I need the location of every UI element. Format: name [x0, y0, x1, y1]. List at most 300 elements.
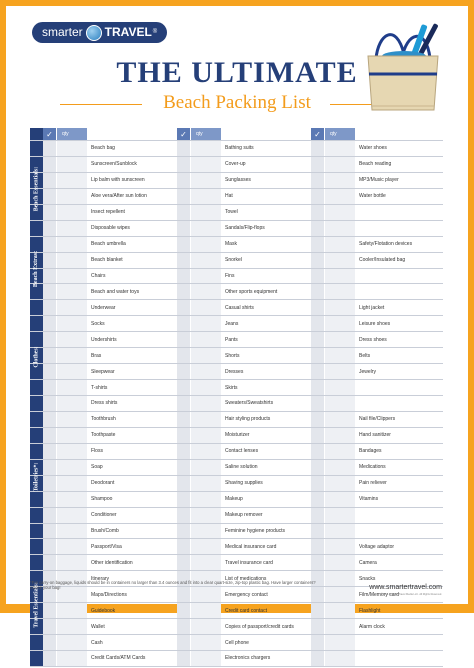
check-column-header: ✓ — [311, 128, 325, 141]
item-label — [355, 635, 443, 651]
checklist-row — [30, 443, 443, 459]
qty-cell[interactable] — [57, 427, 88, 443]
qty-cell[interactable] — [325, 380, 356, 396]
qty-cell[interactable] — [57, 459, 88, 475]
qty-column-header: qty — [325, 128, 356, 141]
qty-cell[interactable] — [57, 651, 88, 667]
qty-cell[interactable] — [191, 348, 222, 364]
item-label: Electronics chargers — [221, 651, 309, 667]
checkbox-cell[interactable] — [177, 523, 191, 539]
qty-cell[interactable] — [191, 252, 222, 268]
checkbox-cell[interactable] — [43, 172, 57, 188]
checkbox-cell[interactable] — [177, 427, 191, 443]
checkbox-cell[interactable] — [311, 523, 325, 539]
checkbox-cell[interactable] — [43, 619, 57, 635]
checklist-row — [30, 348, 443, 364]
checkbox-cell[interactable] — [43, 268, 57, 284]
checklist-row — [30, 268, 443, 284]
checkbox-cell[interactable] — [311, 332, 325, 348]
checkbox-cell[interactable] — [43, 380, 57, 396]
checkbox-cell[interactable] — [177, 156, 191, 172]
item-label: Undershirts — [87, 332, 175, 348]
qty-cell[interactable] — [325, 491, 356, 507]
logo-text-travel: TRAVEL — [104, 25, 152, 39]
item-label — [355, 204, 443, 220]
checkbox-cell[interactable] — [43, 332, 57, 348]
qty-cell[interactable] — [325, 539, 356, 555]
checkbox-cell[interactable] — [177, 364, 191, 380]
checkbox-cell[interactable] — [311, 220, 325, 236]
qty-cell[interactable] — [57, 635, 88, 651]
qty-cell[interactable] — [57, 236, 88, 252]
qty-cell[interactable] — [191, 411, 222, 427]
checkbox-cell[interactable] — [177, 396, 191, 412]
qty-cell[interactable] — [57, 332, 88, 348]
checkbox-cell[interactable] — [43, 236, 57, 252]
item-label: Leisure shoes — [355, 316, 443, 332]
section-label — [31, 301, 42, 412]
checkbox-cell[interactable] — [43, 316, 57, 332]
qty-cell[interactable] — [191, 603, 222, 619]
qty-cell[interactable] — [57, 284, 88, 300]
qty-cell[interactable] — [325, 396, 356, 412]
qty-cell[interactable] — [191, 635, 222, 651]
checkbox-cell[interactable] — [311, 141, 325, 157]
qty-cell[interactable] — [57, 348, 88, 364]
checklist-row — [30, 507, 443, 523]
checkbox-cell[interactable] — [177, 507, 191, 523]
qty-cell[interactable] — [325, 603, 356, 619]
checkbox-cell[interactable] — [311, 204, 325, 220]
item-label: Toothbrush — [87, 411, 175, 427]
qty-cell[interactable] — [57, 523, 88, 539]
qty-cell[interactable] — [57, 603, 88, 619]
checkbox-cell[interactable] — [311, 411, 325, 427]
item-label — [355, 396, 443, 412]
checkbox-cell[interactable] — [311, 459, 325, 475]
checkbox-cell[interactable] — [177, 443, 191, 459]
item-label: Makeup — [221, 491, 309, 507]
checkbox-cell[interactable] — [43, 411, 57, 427]
item-label: Jewelry — [355, 364, 443, 380]
checkbox-cell[interactable] — [311, 507, 325, 523]
qty-cell[interactable] — [325, 252, 356, 268]
checkbox-cell[interactable] — [43, 603, 57, 619]
website-url[interactable]: www.smartertravel.com — [369, 584, 442, 591]
checkbox-cell[interactable] — [177, 635, 191, 651]
check-column-header: ✓ — [177, 128, 191, 141]
checkbox-cell[interactable] — [311, 539, 325, 555]
qty-cell[interactable] — [57, 220, 88, 236]
item-label — [355, 523, 443, 539]
qty-cell[interactable] — [191, 380, 222, 396]
item-label: Soap — [87, 459, 175, 475]
checkbox-cell[interactable] — [177, 651, 191, 667]
checkbox-cell[interactable] — [43, 364, 57, 380]
item-label: Chairs — [87, 268, 175, 284]
item-label: Belts — [355, 348, 443, 364]
checkbox-cell[interactable] — [177, 539, 191, 555]
qty-cell[interactable] — [57, 300, 88, 316]
qty-cell[interactable] — [325, 332, 356, 348]
item-label: Medications — [355, 459, 443, 475]
checklist-row — [30, 491, 443, 507]
checklist-row — [30, 156, 443, 172]
checkbox-cell[interactable] — [177, 555, 191, 571]
checkbox-cell[interactable] — [311, 635, 325, 651]
qty-cell[interactable] — [325, 236, 356, 252]
checkbox-cell[interactable] — [311, 364, 325, 380]
qty-cell[interactable] — [191, 364, 222, 380]
item-label: Brush/Comb — [87, 523, 175, 539]
checkbox-cell[interactable] — [43, 396, 57, 412]
checkbox-cell[interactable] — [177, 380, 191, 396]
checkbox-cell[interactable] — [177, 475, 191, 491]
checklist-row — [30, 141, 443, 157]
checklist-row — [30, 619, 443, 635]
qty-cell[interactable] — [57, 475, 88, 491]
checkbox-cell[interactable] — [43, 220, 57, 236]
qty-cell[interactable] — [325, 555, 356, 571]
checkbox-cell[interactable] — [311, 651, 325, 667]
item-label — [355, 651, 443, 667]
qty-cell[interactable] — [325, 300, 356, 316]
qty-cell[interactable] — [191, 172, 222, 188]
qty-cell[interactable] — [57, 156, 88, 172]
item-label: Lip balm with sunscreen — [87, 172, 175, 188]
item-label: Sleepwear — [87, 364, 175, 380]
item-label: Cell phone — [221, 635, 309, 651]
qty-cell[interactable] — [191, 507, 222, 523]
beach-bag-image — [364, 14, 442, 114]
checkbox-cell[interactable] — [311, 188, 325, 204]
qty-cell[interactable] — [191, 651, 222, 667]
checkbox-cell[interactable] — [311, 555, 325, 571]
checklist-row — [30, 364, 443, 380]
checkbox-cell[interactable] — [177, 491, 191, 507]
item-label: Beach reading — [355, 156, 443, 172]
qty-cell[interactable] — [191, 284, 222, 300]
item-label: Dress shirts — [87, 396, 175, 412]
checkbox-cell[interactable] — [177, 188, 191, 204]
item-label: Skirts — [221, 380, 309, 396]
checkbox-cell[interactable] — [43, 443, 57, 459]
item-label: Moisturizer — [221, 427, 309, 443]
qty-cell[interactable] — [191, 491, 222, 507]
checklist-row — [30, 555, 443, 571]
qty-cell[interactable] — [325, 204, 356, 220]
item-label: Alarm clock — [355, 619, 443, 635]
checkbox-cell[interactable] — [311, 236, 325, 252]
qty-cell[interactable] — [325, 141, 356, 157]
checkbox-cell[interactable] — [43, 475, 57, 491]
qty-cell[interactable] — [191, 396, 222, 412]
checkbox-cell[interactable] — [311, 475, 325, 491]
item-label: Emergency contact — [221, 587, 309, 603]
checkbox-cell[interactable] — [311, 268, 325, 284]
item-column-header — [87, 128, 175, 141]
qty-cell[interactable] — [325, 172, 356, 188]
item-label: Sunscreen/Sunblock — [87, 156, 175, 172]
item-label — [355, 380, 443, 396]
checkbox-cell[interactable] — [311, 380, 325, 396]
qty-cell[interactable] — [191, 300, 222, 316]
checkbox-cell[interactable] — [43, 523, 57, 539]
checkbox-cell[interactable] — [311, 316, 325, 332]
checkbox-cell[interactable] — [177, 284, 191, 300]
qty-cell[interactable] — [57, 491, 88, 507]
item-column-header — [355, 128, 443, 141]
qty-cell[interactable] — [57, 172, 88, 188]
item-label: Socks — [87, 316, 175, 332]
checkbox-cell[interactable] — [43, 555, 57, 571]
checklist-row — [30, 220, 443, 236]
qty-cell[interactable] — [191, 220, 222, 236]
checkbox-cell[interactable] — [311, 443, 325, 459]
qty-cell[interactable] — [191, 555, 222, 571]
item-label: Saline solution — [221, 459, 309, 475]
item-label: Pants — [221, 332, 309, 348]
checkbox-cell[interactable] — [177, 252, 191, 268]
item-label: Safety/Flotation devices — [355, 236, 443, 252]
item-label: Credit card contact — [221, 603, 309, 619]
item-label: Mask — [221, 236, 309, 252]
checkbox-cell[interactable] — [311, 172, 325, 188]
qty-cell[interactable] — [191, 539, 222, 555]
section-label — [31, 237, 42, 300]
checkbox-cell[interactable] — [177, 332, 191, 348]
qty-cell[interactable] — [191, 427, 222, 443]
qty-cell[interactable] — [57, 268, 88, 284]
checkbox-cell[interactable] — [43, 459, 57, 475]
qty-cell[interactable] — [325, 635, 356, 651]
checkbox-cell[interactable] — [311, 619, 325, 635]
checkbox-cell[interactable] — [177, 236, 191, 252]
item-label: Medical insurance card — [221, 539, 309, 555]
qty-cell[interactable] — [191, 156, 222, 172]
checkbox-cell[interactable] — [177, 459, 191, 475]
item-label: Makeup remover — [221, 507, 309, 523]
item-label: Cover-up — [221, 156, 309, 172]
header-spacer — [30, 128, 43, 141]
checkbox-cell[interactable] — [43, 141, 57, 157]
qty-cell[interactable] — [325, 284, 356, 300]
qty-cell[interactable] — [191, 332, 222, 348]
item-label: Dresses — [221, 364, 309, 380]
item-label: Cooler/Insulated bag — [355, 252, 443, 268]
qty-cell[interactable] — [57, 141, 88, 157]
qty-cell[interactable] — [325, 459, 356, 475]
item-label: Bathing suits — [221, 141, 309, 157]
checklist-row — [30, 459, 443, 475]
qty-cell[interactable] — [325, 619, 356, 635]
qty-cell[interactable] — [325, 220, 356, 236]
checkbox-cell[interactable] — [311, 396, 325, 412]
checkbox-cell[interactable] — [43, 252, 57, 268]
checkbox-cell[interactable] — [311, 427, 325, 443]
checkbox-cell[interactable] — [177, 220, 191, 236]
qty-cell[interactable] — [325, 507, 356, 523]
page-subtitle: Beach Packing List — [163, 92, 311, 113]
qty-cell[interactable] — [57, 619, 88, 635]
item-label: Towel — [221, 204, 309, 220]
qty-cell[interactable] — [191, 204, 222, 220]
checkbox-cell[interactable] — [43, 156, 57, 172]
item-label: Bras — [87, 348, 175, 364]
checkbox-cell[interactable] — [43, 651, 57, 667]
checkbox-cell[interactable] — [311, 491, 325, 507]
item-label: Feminine hygiene products — [221, 523, 309, 539]
item-label: Shorts — [221, 348, 309, 364]
item-label: Sandals/Flip-flops — [221, 220, 309, 236]
item-label: Beach umbrella — [87, 236, 175, 252]
checklist-row — [30, 188, 443, 204]
checkbox-cell[interactable] — [43, 188, 57, 204]
checklist-row — [30, 411, 443, 427]
item-label: Other sports equipment — [221, 284, 309, 300]
qty-cell[interactable] — [191, 141, 222, 157]
checkbox-cell[interactable] — [177, 204, 191, 220]
qty-cell[interactable] — [57, 188, 88, 204]
qty-cell[interactable] — [191, 316, 222, 332]
item-label: Sunglasses — [221, 172, 309, 188]
column-header-row — [30, 128, 443, 141]
item-label: Toothpaste — [87, 427, 175, 443]
item-label — [355, 268, 443, 284]
checklist-row — [30, 204, 443, 220]
qty-column-header: qty — [191, 128, 222, 141]
qty-cell[interactable] — [325, 316, 356, 332]
item-label: Fins — [221, 268, 309, 284]
smartertravel-logo — [32, 22, 167, 43]
checkbox-cell[interactable] — [311, 348, 325, 364]
checklist-row — [30, 651, 443, 667]
item-label: Beach bag — [87, 141, 175, 157]
checkbox-cell[interactable] — [43, 348, 57, 364]
qty-cell[interactable] — [325, 523, 356, 539]
qty-cell[interactable] — [57, 380, 88, 396]
checkbox-cell[interactable] — [311, 156, 325, 172]
qty-cell[interactable] — [191, 188, 222, 204]
qty-cell[interactable] — [191, 443, 222, 459]
item-label — [355, 220, 443, 236]
qty-cell[interactable] — [57, 507, 88, 523]
checkbox-cell[interactable] — [43, 204, 57, 220]
checkbox-cell[interactable] — [177, 411, 191, 427]
qty-cell[interactable] — [57, 252, 88, 268]
checkbox-cell[interactable] — [43, 300, 57, 316]
qty-cell[interactable] — [191, 619, 222, 635]
checkbox-cell[interactable] — [311, 603, 325, 619]
checklist-row — [30, 523, 443, 539]
section-label — [31, 141, 42, 236]
item-label: Snacks — [355, 571, 443, 587]
item-label: Copies of passport/credit cards — [221, 619, 309, 635]
item-label: Conditioner — [87, 507, 175, 523]
checkbox-cell[interactable] — [177, 619, 191, 635]
item-label: Snorkel — [221, 252, 309, 268]
qty-cell[interactable] — [57, 204, 88, 220]
qty-cell[interactable] — [191, 236, 222, 252]
section-label-text: Travel Essentials: — [33, 581, 40, 628]
checkbox-cell[interactable] — [43, 284, 57, 300]
checkbox-cell[interactable] — [177, 300, 191, 316]
globe-icon — [86, 25, 102, 41]
qty-cell[interactable] — [57, 411, 88, 427]
checkbox-cell[interactable] — [177, 141, 191, 157]
qty-cell[interactable] — [325, 475, 356, 491]
item-label: Camera — [355, 555, 443, 571]
qty-cell[interactable] — [325, 156, 356, 172]
checkbox-cell[interactable] — [43, 539, 57, 555]
item-label: Bandages — [355, 443, 443, 459]
qty-cell[interactable] — [57, 539, 88, 555]
section-label — [31, 413, 42, 540]
qty-cell[interactable] — [191, 268, 222, 284]
item-label: Flashlight — [355, 603, 443, 619]
page-title: THE ULTIMATE — [116, 56, 358, 89]
qty-cell[interactable] — [325, 268, 356, 284]
qty-cell[interactable] — [57, 364, 88, 380]
checkbox-cell[interactable] — [177, 316, 191, 332]
qty-cell[interactable] — [57, 316, 88, 332]
checkbox-cell[interactable] — [177, 348, 191, 364]
item-label: Contact lenses — [221, 443, 309, 459]
item-label: Vitamins — [355, 491, 443, 507]
checkbox-cell[interactable] — [177, 603, 191, 619]
qty-cell[interactable] — [57, 443, 88, 459]
item-label: Casual shirts — [221, 300, 309, 316]
checklist-row — [30, 380, 443, 396]
qty-cell[interactable] — [191, 523, 222, 539]
checklist-row — [30, 316, 443, 332]
checklist-row — [30, 603, 443, 619]
checkbox-cell[interactable] — [311, 284, 325, 300]
qty-cell[interactable] — [325, 411, 356, 427]
item-label: Voltage adaptor — [355, 539, 443, 555]
qty-cell[interactable] — [325, 348, 356, 364]
qty-cell[interactable] — [325, 188, 356, 204]
qty-cell[interactable] — [325, 443, 356, 459]
qty-cell[interactable] — [57, 396, 88, 412]
qty-cell[interactable] — [191, 459, 222, 475]
checkbox-cell[interactable] — [177, 172, 191, 188]
qty-cell[interactable] — [57, 555, 88, 571]
checkbox-cell[interactable] — [311, 300, 325, 316]
checklist-row — [30, 427, 443, 443]
qty-cell[interactable] — [325, 427, 356, 443]
item-label: Hand sanitizer — [355, 427, 443, 443]
checklist-row — [30, 172, 443, 188]
checkbox-cell[interactable] — [43, 635, 57, 651]
checklist-row — [30, 284, 443, 300]
checklist-row — [30, 252, 443, 268]
checkbox-cell[interactable] — [43, 491, 57, 507]
item-label: Water shoes — [355, 141, 443, 157]
item-label: Shaving supplies — [221, 475, 309, 491]
qty-cell[interactable] — [325, 651, 356, 667]
qty-cell[interactable] — [325, 364, 356, 380]
checklist-row — [30, 332, 443, 348]
checkbox-cell[interactable] — [311, 252, 325, 268]
qty-cell[interactable] — [191, 475, 222, 491]
checkbox-cell[interactable] — [43, 507, 57, 523]
item-label: Beach blanket — [87, 252, 175, 268]
copyright-credit: ©2013 Smarter Travel Media LLC. All Rights Reserved. — [380, 593, 442, 596]
checkbox-cell[interactable] — [177, 268, 191, 284]
item-label: Itinerary — [87, 571, 175, 587]
checkbox-cell[interactable] — [43, 427, 57, 443]
